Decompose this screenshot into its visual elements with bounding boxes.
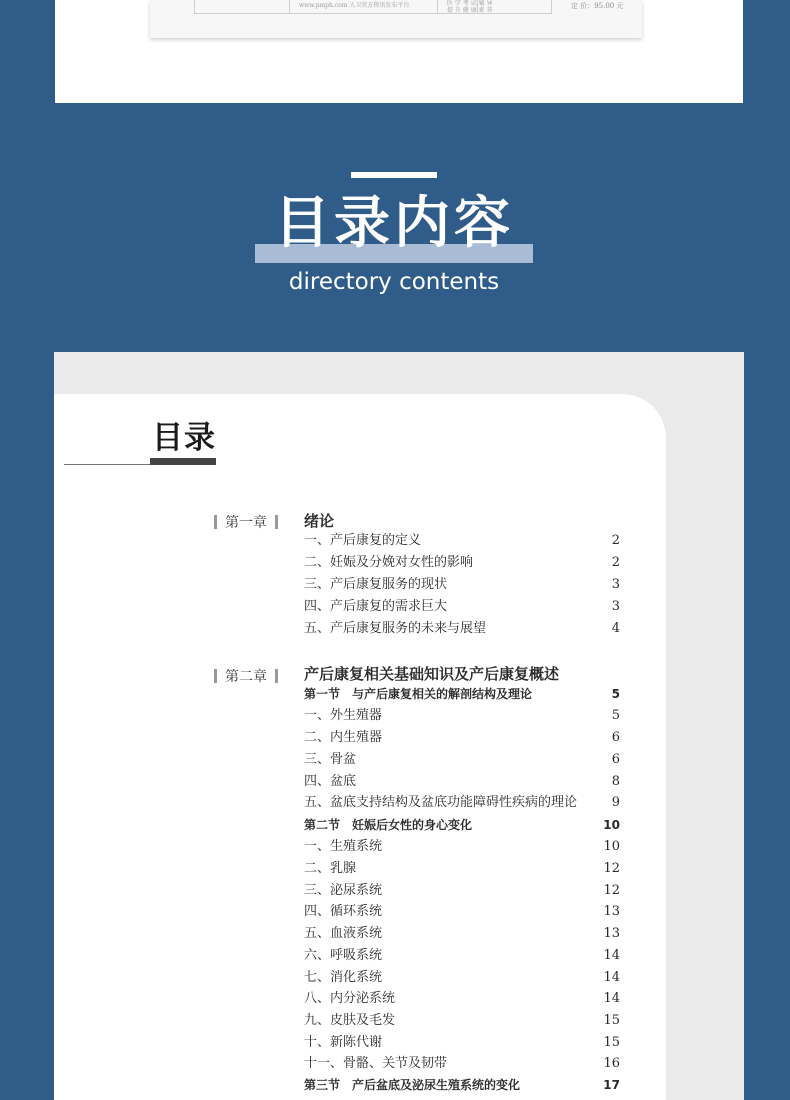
table-divider [437, 0, 438, 14]
entry-page: 3 [611, 577, 620, 592]
entry-text: 二、妊娠及分娩对女性的影响 [304, 555, 474, 570]
toc-entry[interactable] [304, 1032, 620, 1054]
toc-entry[interactable] [304, 945, 620, 967]
entry-text: 五、产后康复服务的未来与展望 [304, 621, 487, 636]
entry-text: 三、产后康复服务的现状 [304, 577, 448, 592]
entry-text: 五、血液系统 [304, 926, 383, 941]
chapter-label: 第一章 [214, 512, 278, 532]
entry-page: 10 [603, 839, 620, 854]
copyright-strip [150, 0, 642, 38]
chapter-title-text: 产后康复相关基础知识及产后康复概述 [304, 665, 560, 683]
toc-entry[interactable] [304, 574, 620, 596]
toc-entry[interactable] [304, 923, 620, 945]
entry-page: 15 [603, 1035, 620, 1050]
chapter-title[interactable] [304, 663, 620, 685]
toc-entry[interactable] [304, 552, 620, 574]
copyright-table [194, 0, 552, 14]
entry-page: 16 [603, 1056, 620, 1071]
toc-entry[interactable] [304, 967, 620, 989]
entry-page: 14 [603, 991, 620, 1006]
entry-page: 2 [611, 533, 620, 548]
entry-page: 12 [603, 883, 620, 898]
entry-text: 十、新陈代谢 [304, 1035, 383, 1050]
section-title: 目录内容 [274, 191, 514, 256]
entry-page: 15 [603, 1013, 620, 1028]
entry-page: 5 [611, 708, 620, 723]
entry-page: 12 [603, 861, 620, 876]
entry-page: 6 [611, 752, 620, 767]
entry-page: 14 [603, 948, 620, 963]
entry-page: 13 [603, 926, 620, 941]
entry-text: 一、生殖系统 [304, 839, 383, 854]
table-divider [289, 0, 290, 14]
toc-entry[interactable] [304, 792, 620, 814]
toc-section[interactable] [304, 683, 620, 705]
entry-text: 一、产后康复的定义 [304, 533, 422, 548]
toc-section[interactable] [304, 814, 620, 836]
entry-text: 三、泌尿系统 [304, 883, 383, 898]
entry-page: 17 [603, 1078, 620, 1092]
toc-entry[interactable] [304, 988, 620, 1010]
entry-text: 第二节 妊娠后女性的身心变化 [304, 818, 473, 832]
book-price: 定 价：95.00 元 [571, 2, 624, 10]
toc-section[interactable] [304, 1074, 620, 1096]
entry-text: 三、骨盆 [304, 752, 357, 767]
entry-text: 第三节 产后盆底及泌尿生殖系统的变化 [304, 1078, 521, 1092]
entry-page: 6 [611, 730, 620, 745]
toc-entry[interactable] [304, 1010, 620, 1032]
chapter-title[interactable] [304, 510, 620, 532]
copyright-mid-text: 医 学 考 试 辅 导 [447, 0, 493, 7]
toc-entry[interactable] [304, 880, 620, 902]
toc-entry[interactable] [304, 771, 620, 793]
toc-entry[interactable] [304, 836, 620, 858]
toc-entry[interactable] [304, 596, 620, 618]
copyright-page-card [55, 0, 743, 103]
toc-entry[interactable] [304, 749, 620, 771]
heading-accent-bar [351, 172, 437, 178]
entry-text: 九、皮肤及毛发 [304, 1013, 396, 1028]
entry-page: 4 [611, 621, 620, 636]
copyright-url: www.pmph.com 人卫官方资讯发布平台 [299, 2, 410, 9]
toc-entry[interactable] [304, 705, 620, 727]
toc-entry[interactable] [304, 1053, 620, 1075]
entry-text: 七、消化系统 [304, 970, 383, 985]
entry-text: 二、乳腺 [304, 861, 357, 876]
entry-text: 四、盆底 [304, 774, 357, 789]
entry-page: 9 [611, 795, 620, 810]
entry-text: 四、产后康复的需求巨大 [304, 599, 448, 614]
entry-text: 十一、骨骼、关节及韧带 [304, 1056, 448, 1071]
chapter-title-text: 绪论 [304, 512, 335, 530]
chapter-label: 第二章 [214, 666, 278, 686]
toc-entry[interactable] [304, 901, 620, 923]
toc-entry[interactable] [304, 618, 620, 640]
entry-text: 四、循环系统 [304, 904, 383, 919]
entry-page: 13 [603, 904, 620, 919]
entry-page: 8 [611, 774, 620, 789]
toc-entry[interactable] [304, 530, 620, 552]
section-subtitle: directory contents [288, 269, 500, 295]
entry-text: 五、盆底支持结构及盆底功能障碍性疾病的理论 [304, 795, 578, 810]
entry-text: 八、内分泌系统 [304, 991, 396, 1006]
toc-title: 目录 [152, 420, 216, 456]
toc-entry[interactable] [304, 727, 620, 749]
copyright-mid-text-2: 提 升 健 康 素 养 [447, 7, 493, 14]
entry-page: 3 [611, 599, 620, 614]
entry-text: 二、内生殖器 [304, 730, 383, 745]
toc-title-underline [150, 458, 216, 465]
entry-text: 第一节 与产后康复相关的解剖结构及理论 [304, 687, 533, 701]
toc-card [54, 352, 744, 1100]
entry-page: 10 [603, 818, 620, 832]
entry-page: 2 [611, 555, 620, 570]
entry-page: 5 [611, 687, 620, 701]
entry-text: 一、外生殖器 [304, 708, 383, 723]
toc-entry[interactable] [304, 858, 620, 880]
toc-page [54, 394, 666, 1100]
entry-page: 14 [603, 970, 620, 985]
entry-text: 六、呼吸系统 [304, 948, 383, 963]
